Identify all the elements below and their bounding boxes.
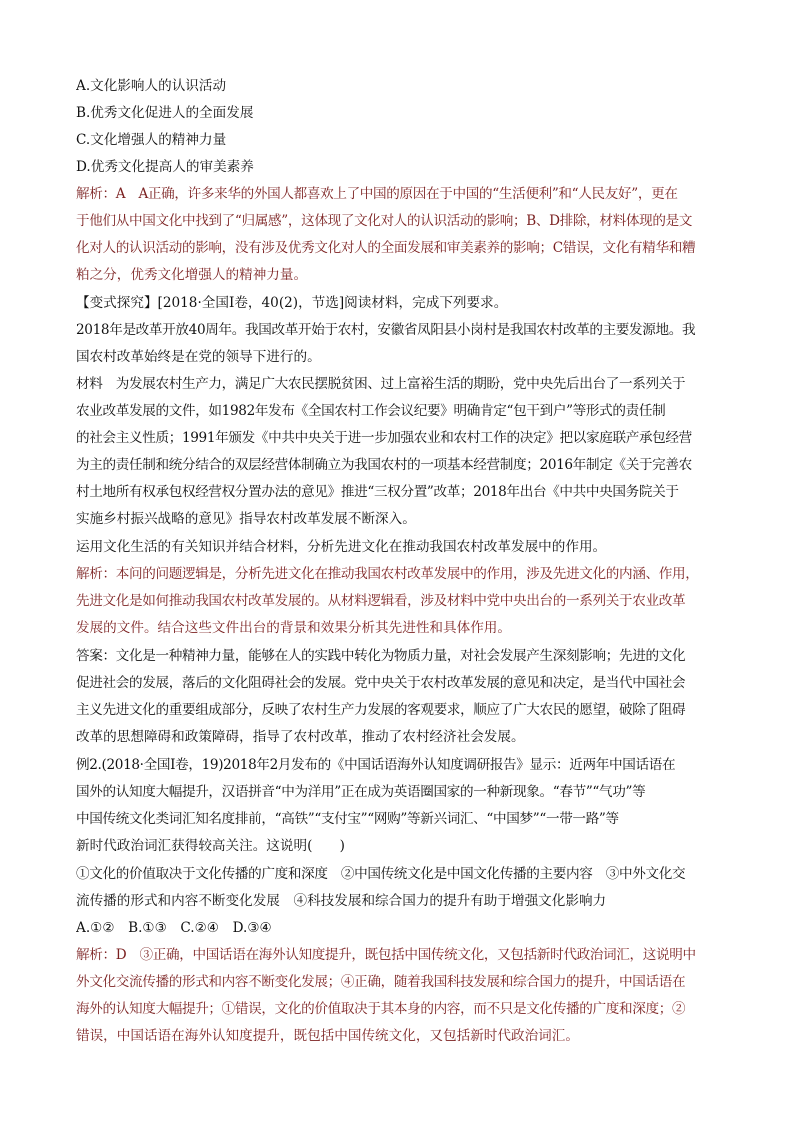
example-2-explanation-line: 错误，中国话语在海外认知度提升，既包括中国传统文化，又包括新时代政治词汇。 (76, 1028, 579, 1044)
variant-answer-line: 促进社会的发展，落后的文化阻碍社会的发展。党中央关于农村改革发展的意见和决定，是当代中国社会 (76, 675, 686, 691)
variant-answer-line: 主义先进文化的重要组成部分，反映了农村生产力发展的客观要求，顺应了广大农民的愿望，破除了阻碍 (76, 702, 686, 718)
variant-header: 【变式探究】[2018·全国Ⅰ卷，40(2)，节选]阅读材料，完成下列要求。 (76, 295, 508, 311)
example-2-statement-line: ①文化的价值取决于文化传播的广度和深度 ②中国传统文化是中国文化传播的主要内容 ③中外文化交 (76, 866, 686, 882)
variant-answer-line: 答案：文化是一种精神力量，能够在人的实践中转化为物质力量，对社会发展产生深刻影响；先进的文化 (76, 648, 686, 664)
example-2-stem-line: 例2.(2018·全国Ⅰ卷，19)2018年2月发布的《中国话语海外认知度调研报告》显示：近两年中国话语在 (76, 757, 676, 773)
variant-question: 运用文化生活的有关知识并结合材料，分析先进文化在推动我国农村改革发展中的作用。 (76, 539, 607, 555)
material-line: 为主的责任制和统分结合的双层经营体制确立为我国农村的一项基本经营制度；2016年制定《关于完善农 (76, 457, 692, 473)
variant-explanation-line: 解析：本问的问题逻辑是，分析先进文化在推动我国农村改革发展中的作用，涉及先进文化的内涵、作用， (76, 566, 699, 582)
choice-c: C.文化增强人的精神力量 (76, 132, 227, 148)
example-2-explanation-line: 解析：D ③正确，中国话语在海外认知度提升，既包括中国传统文化，又包括新时代政治词汇，这说明中 (76, 947, 696, 963)
example-2-explanation-line: 外文化交流传播的形式和内容不断变化发展；④正确，随着我国科技发展和综合国力的提升，中国话语在 (76, 974, 686, 990)
material-line: 的社会主义性质；1991年颁发《中共中央关于进一步加强农业和农村工作的决定》把以家庭联产承包经营 (76, 430, 692, 446)
example-2-stem-line: 国外的认知度大幅提升，汉语拼音“中为洋用”正在成为英语圈国家的一种新现象。“春节”“气功”等 (76, 784, 646, 800)
variant-intro-line: 2018年是改革开放40周年。我国改革开始于农村，安徽省凤阳县小岗村是我国农村改革的主要发源地。我 (76, 322, 696, 338)
explanation-1-line: 粕之分，优秀文化增强人的精神力量。 (76, 267, 308, 283)
explanation-1-line: 于他们从中国文化中找到了“归属感”，这体现了文化对人的认识活动的影响；B、D排除，材料体现的是文 (76, 213, 693, 229)
choice-b: B.优秀文化促进人的全面发展 (76, 105, 254, 121)
example-2-explanation-line: 海外的认知度大幅提升；①错误，文化的价值取决于其本身的内容，而不只是文化传播的广度和深度；② (76, 1001, 686, 1017)
example-2-stem-line: 新时代政治词汇获得较高关注。这说明( ) (76, 838, 345, 854)
material-line: 材料 为发展农村生产力，满足广大农民摆脱贫困、过上富裕生活的期盼，党中央先后出台了一系列关于 (76, 376, 686, 392)
example-2-options: A.①② B.①③ C.②④ D.③④ (76, 920, 272, 936)
material-line: 实施乡村振兴战略的意见》指导农村改革发展不断深入。 (76, 511, 416, 527)
variant-explanation-line: 先进文化是如何推动我国农村改革发展的。从材料逻辑看，涉及材料中党中央出台的一系列关于农业改革 (76, 593, 686, 609)
variant-intro-line: 国农村改革始终是在党的领导下进行的。 (76, 349, 321, 365)
explanation-1-line: 化对人的认识活动的影响，没有涉及优秀文化对人的全面发展和审美素养的影响；C错误，文化有精华和糟 (76, 240, 696, 256)
variant-explanation-line: 发展的文件。结合这些文件出台的背景和效果分析其先进性和具体作用。 (76, 620, 511, 636)
material-line: 村土地所有权承包权经营权分置办法的意见》推进“三权分置”改革；2018年出台《中共中央国务院关于 (76, 484, 679, 500)
explanation-1-line: 解析：A A正确，许多来华的外国人都喜欢上了中国的原因在于中国的“生活便利”和“人民友好”，更在 (76, 186, 678, 202)
variant-answer-line: 改革的思想障碍和政策障碍，指导了农村改革，推动了农村经济社会发展。 (76, 729, 525, 745)
material-line: 农业改革发展的文件，如1982年发布《全国农村工作会议纪要》明确肯定“包干到户”等形式的责任制 (76, 403, 666, 419)
example-2-stem-line: 中国传统文化类词汇知名度排前，“高铁”“支付宝”“网购”等新兴词汇、“中国梦”“一带一路”等 (76, 811, 619, 827)
example-2-statement-line: 流传播的形式和内容不断变化发展 ④科技发展和综合国力的提升有助于增强文化影响力 (76, 893, 607, 909)
choice-a: A.文化影响人的认识活动 (76, 78, 227, 94)
choice-d: D.优秀文化提高人的审美素养 (76, 159, 254, 175)
